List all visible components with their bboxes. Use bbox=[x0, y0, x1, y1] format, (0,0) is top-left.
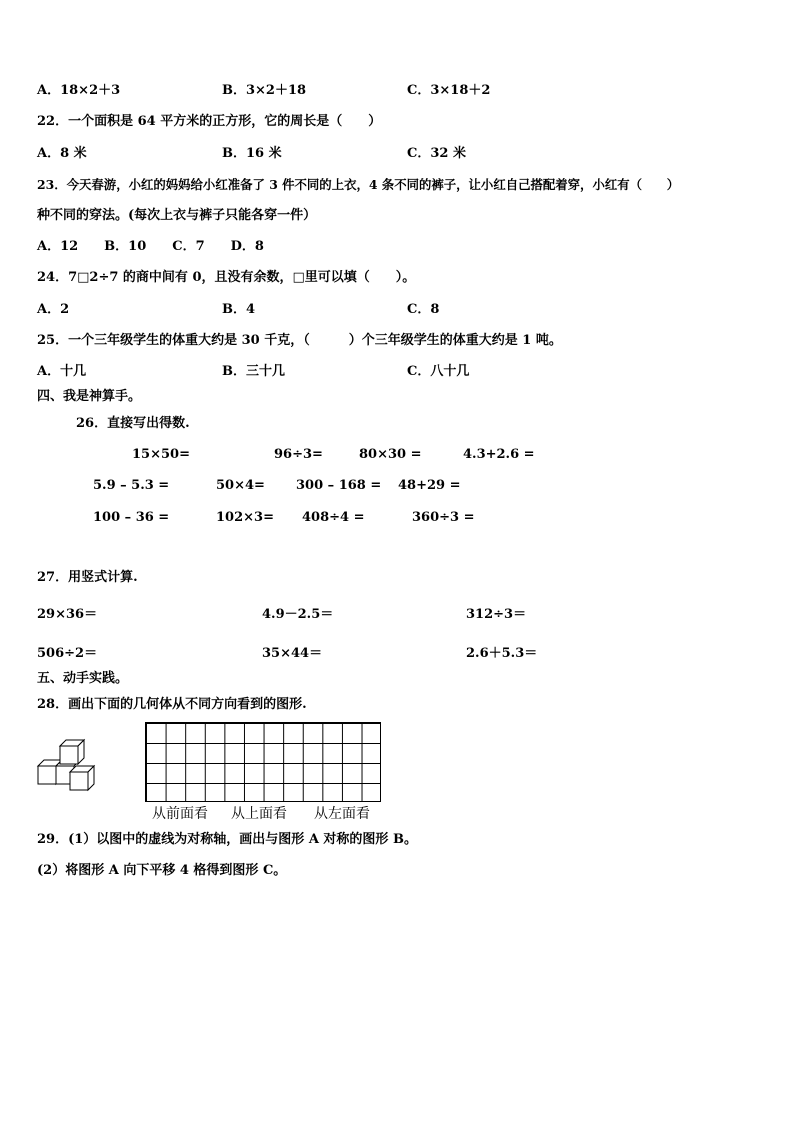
view-label-top: 从上面看 bbox=[231, 806, 287, 822]
q26-item: 15×50= bbox=[132, 447, 190, 462]
q22-stem: 22．一个面积是 64 平方米的正方形，它的周长是（ ） bbox=[37, 114, 382, 129]
q22-option-c: C．32 米 bbox=[407, 146, 466, 161]
q25-option-b: B．三十几 bbox=[222, 364, 285, 379]
q27-item: 4.9－2.5＝ bbox=[262, 607, 334, 622]
drawing-grid[interactable] bbox=[145, 722, 381, 802]
q25-option-a: A．十几 bbox=[37, 364, 87, 379]
q26-item: 4.3+2.6 = bbox=[463, 447, 535, 462]
q26-item: 360÷3 = bbox=[412, 510, 475, 525]
q26-stem: 26．直接写出得数. bbox=[76, 416, 190, 431]
q29-part1: 29．(1）以图中的虚线为对称轴，画出与图形 A 对称的图形 B。 bbox=[37, 832, 417, 847]
q24-option-c: C．8 bbox=[407, 302, 440, 317]
q22-option-a: A．8 米 bbox=[37, 146, 87, 161]
q26-item: 102×3= bbox=[216, 510, 274, 525]
q26-item: 80×30 = bbox=[359, 447, 422, 462]
q26-item: 48+29 = bbox=[398, 478, 461, 493]
q27-stem: 27．用竖式计算. bbox=[37, 570, 138, 585]
q26-item: 100 – 36 = bbox=[93, 510, 170, 525]
q21-option-a: A．18×2＋3 bbox=[37, 83, 121, 98]
q23-options: A．12 B．10 C．7 D．8 bbox=[37, 239, 264, 254]
view-label-left: 从左面看 bbox=[314, 806, 370, 822]
q27-item: 506÷2＝ bbox=[37, 646, 98, 661]
section-5-title: 五、动手实践。 bbox=[37, 671, 129, 686]
q26-item: 300 – 168 = bbox=[296, 478, 382, 493]
section-4-title: 四、我是神算手。 bbox=[37, 389, 142, 404]
q25-stem: 25．一个三年级学生的体重大约是 30 千克，（ ）个三年级学生的体重大约是 1 吨。 bbox=[37, 333, 562, 348]
q24-option-b: B．4 bbox=[222, 302, 256, 317]
q24-stem: 24．7□2÷7 的商中间有 0，且没有余数，□里可以填（ ）。 bbox=[37, 270, 416, 285]
q24-option-a: A．2 bbox=[37, 302, 70, 317]
q23-stem-line1: 23．今天春游，小红的妈妈给小红准备了 3 件不同的上衣，4 条不同的裤子，让小红自己搭配着穿，小红有（ ） bbox=[37, 177, 680, 192]
q21-option-b: B．3×2＋18 bbox=[222, 83, 307, 98]
q28-stem: 28．画出下面的几何体从不同方向看到的图形. bbox=[37, 697, 307, 712]
q27-item: 35×44＝ bbox=[262, 646, 323, 661]
q26-item: 408÷4 = bbox=[302, 510, 365, 525]
q27-item: 312÷3＝ bbox=[466, 607, 527, 622]
q22-option-b: B．16 米 bbox=[222, 146, 282, 161]
q26-item: 96÷3= bbox=[274, 447, 323, 462]
q27-item: 2.6＋5.3＝ bbox=[466, 646, 538, 661]
q21-option-c: C．3×18＋2 bbox=[407, 83, 491, 98]
view-label-front: 从前面看 bbox=[152, 806, 208, 822]
q25-option-c: C．八十几 bbox=[407, 364, 470, 379]
q29-part2: (2）将图形 A 向下平移 4 格得到图形 C。 bbox=[37, 863, 287, 878]
q26-item: 50×4= bbox=[216, 478, 265, 493]
q26-item: 5.9 – 5.3 = bbox=[93, 478, 170, 493]
cube-figure bbox=[36, 738, 108, 794]
q23-stem-line2: 种不同的穿法。(每次上衣与裤子只能各穿一件） bbox=[37, 208, 317, 223]
q27-item: 29×36＝ bbox=[37, 607, 98, 622]
